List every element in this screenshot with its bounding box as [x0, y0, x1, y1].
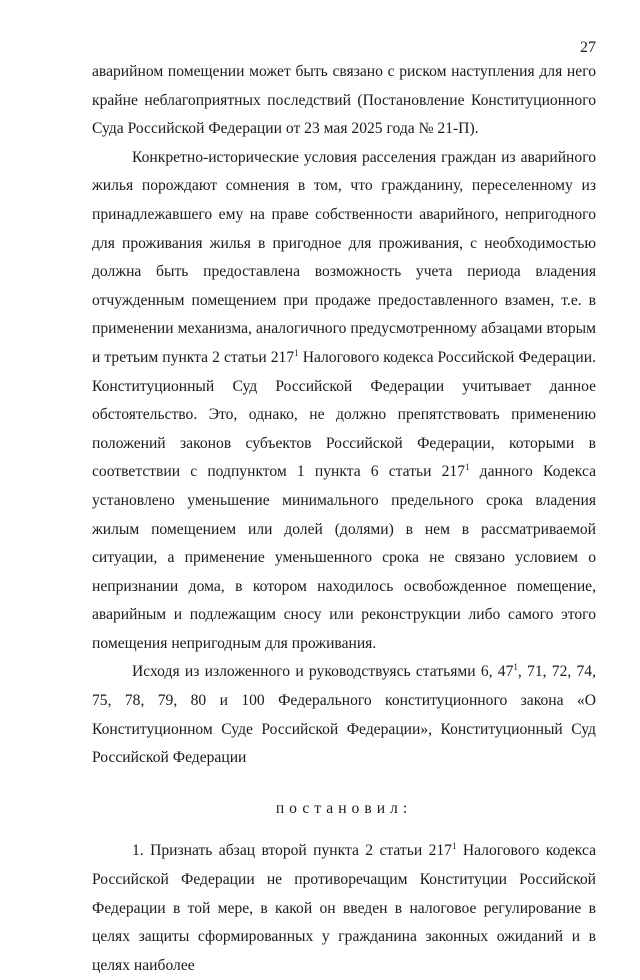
paragraph-text: 1. Признать абзац второй пункта 2 статьи 217	[132, 842, 452, 860]
paragraph-text: данного Кодекса установлено уменьшение минимального предельного срока владения жилым помещением или долей (долями) в нем в рассматриваемой ситуации, а применение уменьшенного срока не связано условием о непризнании дома, в котором находилось освобожденное помещение, аварийным и подлежащим сносу или реконструкции либо самого этого помещения непригодным для проживания.	[92, 463, 597, 652]
paragraph-text: Налогового кодекса Российской Федерации. Конституционный Суд Российской Федерации учитывает данное обстоятельство. Это, однако, не должно препятствовать применению положений законов субъектов Российской Федерации, которыми в соответствии с подпунктом 1 пункта 6 статьи 217	[92, 348, 596, 481]
paragraph-conditions	[92, 144, 596, 659]
ruling-heading: постановил:	[275, 799, 413, 817]
superscript: 1	[451, 841, 457, 852]
paragraph-text: Конкретно-исторические условия расселения граждан из аварийного жилья порождают сомнения в том, что гражданину, переселенному из принадлежавшего ему на праве собственности аварийного, непригодного для проживания жилья в пригодное для проживания, с необходимостью должна быть предоставлена возможность учета периода владения отчужденным помещением при продаже предоставленного взамен, т.е. в применении механизма, аналогичного предусмотренному абзацами вторым и третьим пункта 2 статьи 217	[92, 148, 596, 366]
document-body	[92, 58, 596, 980]
paragraph-text: Исходя из изложенного и руководствуясь статьями 6, 47	[132, 663, 514, 681]
superscript: 1	[465, 462, 470, 473]
superscript: 1	[294, 347, 299, 358]
paragraph-text: , 71, 72, 74, 75, 78, 79, 80 и 100 Федерального конституционного закона «О Конституционном Суде Российской Федерации», Конституционный Суд Российской Федерации	[92, 663, 596, 767]
paragraph-ruling-item-1	[92, 837, 596, 980]
paragraph-basis	[92, 658, 596, 772]
page-number: 27	[580, 39, 596, 56]
paragraph-text: Налогового кодекса Российской Федерации не противоречащим Конституции Российской Федерации в той мере, в какой он введен в налоговое регулирование в целях защиты сформированных у гражданина законных ожиданий и в целях наиболее	[92, 842, 596, 974]
superscript: 1	[513, 662, 518, 673]
paragraph-continuation: аварийном помещении может быть связано с риском наступления для него крайне неблагоприятных последствий (Постановление Конституционного Суда Российской Федерации от 23 мая 2025 года № 21-П).	[92, 63, 596, 138]
